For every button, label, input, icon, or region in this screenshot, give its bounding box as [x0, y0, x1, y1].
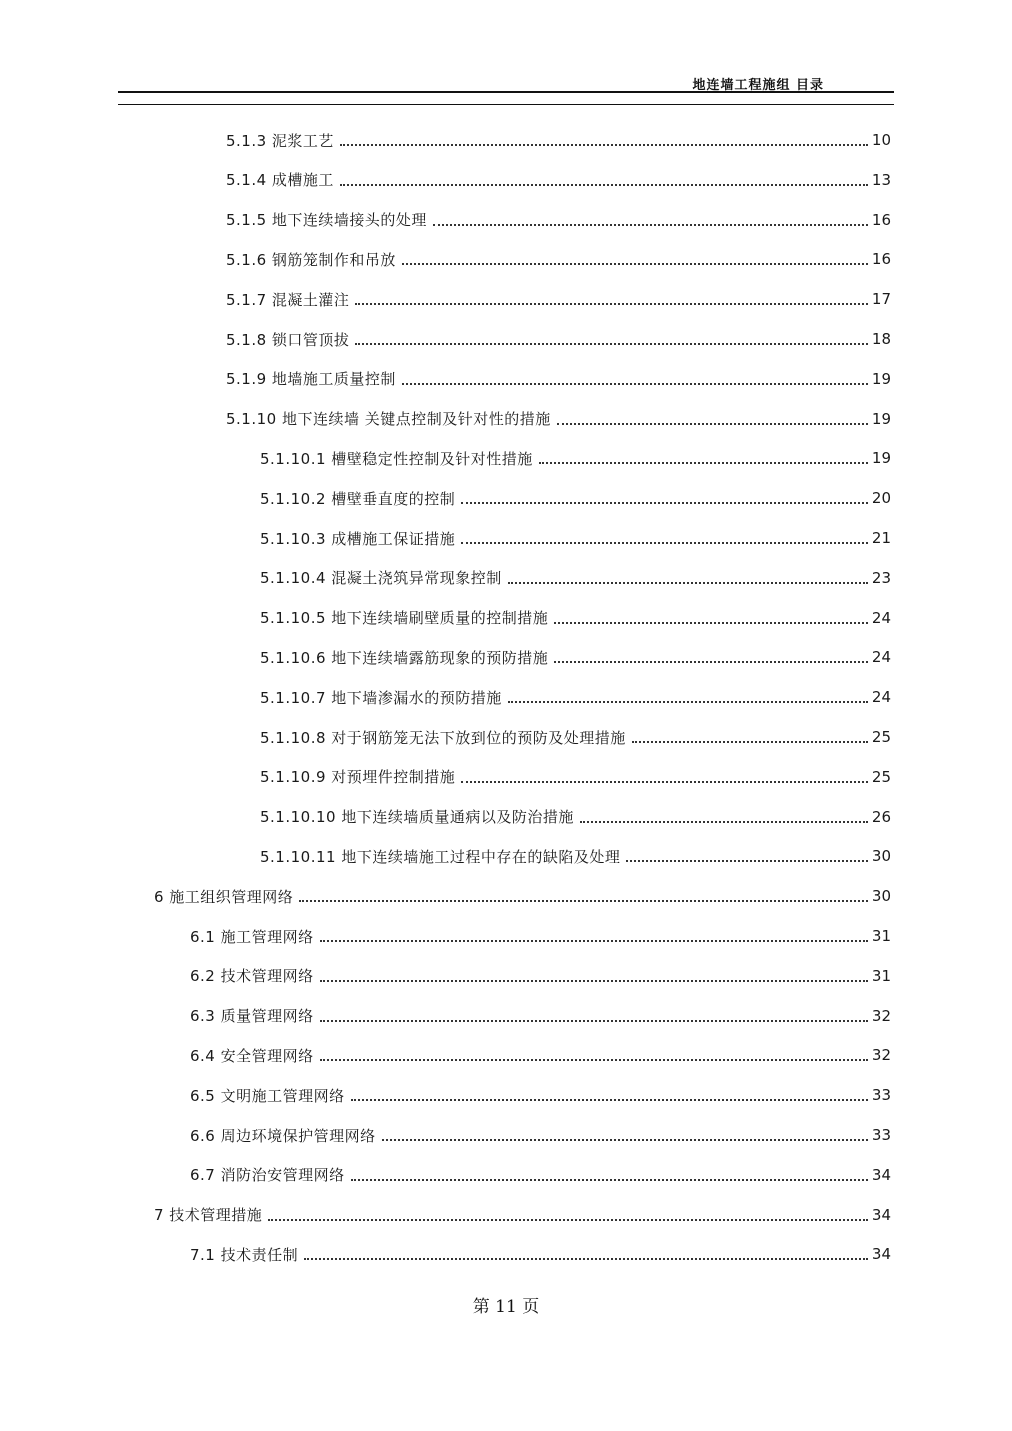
toc-dot-leader [461, 781, 868, 783]
toc-entry[interactable] [260, 478, 891, 518]
toc-entry-label: 6.7 消防治安管理网络 [190, 1166, 345, 1185]
toc-entry-label: 6 施工组织管理网络 [154, 887, 294, 906]
toc-dot-leader [461, 502, 868, 504]
header-rule-thin [118, 104, 894, 105]
toc-entry[interactable] [260, 558, 891, 598]
toc-entry-page: 19 [871, 369, 891, 388]
toc-entry-page: 34 [871, 1165, 891, 1184]
toc-entry[interactable] [260, 757, 891, 797]
header-title: 地连墙工程施组 目录 [692, 78, 824, 93]
toc-entry-page: 20 [871, 489, 891, 508]
toc-dot-leader [508, 701, 868, 703]
toc-entry-label: 5.1.10.4 混凝土浇筑异常现象控制 [260, 569, 502, 588]
toc-entry-page: 18 [871, 330, 891, 348]
toc-entry-page: 33 [871, 1086, 891, 1105]
page-number: 第 11 页 [472, 1297, 540, 1317]
toc-entry[interactable] [226, 200, 891, 240]
toc-entry-label: 5.1.6 钢筋笼制作和吊放 [226, 250, 396, 269]
toc-entry-page: 19 [871, 449, 891, 468]
header-rule-thick [118, 91, 894, 93]
toc-dot-leader [351, 1179, 868, 1181]
toc-entry-label: 5.1.10.6 地下连续墙露筋现象的预防措施 [260, 648, 549, 667]
toc-entry[interactable] [260, 797, 891, 837]
toc-entry[interactable] [226, 239, 891, 279]
toc-dot-leader [632, 741, 868, 743]
toc-entry-page: 21 [871, 529, 891, 547]
toc-entry-label: 5.1.8 锁口管顶拔 [226, 330, 350, 349]
toc-entry[interactable] [226, 359, 891, 399]
toc-entry[interactable] [226, 120, 891, 160]
toc-dot-leader [299, 900, 868, 902]
toc-entry[interactable] [260, 598, 891, 638]
toc-entry[interactable] [260, 677, 891, 717]
toc-entry[interactable] [260, 836, 891, 876]
toc-entry-page: 25 [871, 728, 891, 746]
toc-dot-leader [554, 622, 868, 624]
toc-entry-page: 24 [871, 648, 891, 667]
toc-dot-leader [433, 224, 868, 226]
toc-entry-label: 7 技术管理措施 [154, 1206, 263, 1225]
toc-entry-label: 6.3 质量管理网络 [190, 1007, 314, 1026]
toc-entry-page: 24 [871, 608, 891, 627]
toc-entry[interactable] [154, 1195, 891, 1235]
toc-dot-leader [554, 661, 868, 663]
toc-dot-leader [508, 582, 868, 584]
toc-entry-label: 6.6 周边环境保护管理网络 [190, 1126, 376, 1145]
toc-entry[interactable] [190, 1115, 891, 1155]
toc-entry-page: 30 [871, 887, 891, 906]
toc-entry-page: 24 [871, 688, 891, 707]
toc-dot-leader [382, 1139, 868, 1141]
toc-entry[interactable] [190, 1075, 891, 1115]
toc-entry[interactable] [260, 438, 891, 478]
toc-entry-page: 34 [871, 1205, 891, 1224]
toc-entry-label: 5.1.10 地下连续墙 关键点控制及针对性的措施 [226, 410, 551, 429]
toc-dot-leader [402, 263, 868, 265]
toc-dot-leader [320, 1059, 868, 1061]
toc-entry[interactable] [260, 518, 891, 558]
toc-entry-label: 5.1.10.3 成槽施工保证措施 [260, 529, 456, 548]
toc-entry[interactable] [190, 916, 891, 956]
toc-entry-label: 5.1.10.9 对预埋件控制措施 [260, 768, 456, 787]
toc-dot-leader [340, 144, 868, 146]
toc-entry-page: 31 [871, 927, 891, 945]
toc-entry[interactable] [260, 717, 891, 757]
toc-entry-page: 31 [871, 966, 891, 985]
toc-entry-page: 25 [871, 767, 891, 786]
toc-entry[interactable] [226, 319, 891, 359]
toc-entry-label: 5.1.5 地下连续墙接头的处理 [226, 211, 427, 230]
toc-entry-page: 33 [871, 1126, 891, 1144]
toc-dot-leader [351, 1099, 868, 1101]
toc-entry-page: 17 [871, 290, 891, 309]
toc-entry-label: 5.1.4 成槽施工 [226, 171, 334, 190]
toc-dot-leader [557, 423, 868, 425]
toc-entry-label: 5.1.10.2 槽壁垂直度的控制 [260, 489, 456, 508]
toc-entry-label: 5.1.10.5 地下连续墙刷壁质量的控制措施 [260, 609, 549, 628]
toc-entry[interactable] [226, 399, 891, 439]
toc-entry-page: 23 [871, 568, 891, 587]
toc-dot-leader [355, 303, 867, 305]
toc-entry-page: 10 [871, 131, 891, 149]
toc-entry[interactable] [190, 1035, 891, 1075]
toc-entry-label: 6.5 文明施工管理网络 [190, 1086, 345, 1105]
toc-entry-label: 6.4 安全管理网络 [190, 1046, 314, 1065]
toc-entry[interactable] [190, 996, 891, 1036]
toc-dot-leader [539, 462, 868, 464]
toc-entry-label: 5.1.10.8 对于钢筋笼无法下放到位的预防及处理措施 [260, 728, 626, 747]
toc-entry-label: 5.1.10.1 槽壁稳定性控制及针对性措施 [260, 449, 533, 468]
toc-dot-leader [402, 383, 868, 385]
toc-entry-page: 19 [871, 409, 891, 428]
toc-entry[interactable] [190, 1234, 891, 1274]
toc-entry-page: 32 [871, 1046, 891, 1065]
toc-entry-label: 5.1.10.11 地下连续墙施工过程中存在的缺陷及处理 [260, 847, 621, 866]
toc-dot-leader [340, 184, 868, 186]
toc-entry[interactable] [190, 956, 891, 996]
toc-entry-page: 13 [871, 170, 891, 189]
toc-dot-leader [626, 860, 868, 862]
toc-dot-leader [580, 821, 868, 823]
toc-dot-leader [320, 980, 868, 982]
toc-entry[interactable] [190, 1155, 891, 1195]
toc-entry-page: 32 [871, 1006, 891, 1025]
toc-entry-label: 5.1.10.7 地下墙渗漏水的预防措施 [260, 688, 502, 707]
toc-entry-page: 16 [871, 250, 891, 269]
toc-dot-leader [320, 1020, 868, 1022]
toc-entry-label: 6.1 施工管理网络 [190, 927, 314, 946]
toc-dot-leader [304, 1258, 868, 1260]
toc-dot-leader [320, 940, 868, 942]
toc-entry-label: 5.1.9 地墙施工质量控制 [226, 370, 396, 389]
toc-entry[interactable] [154, 876, 891, 916]
toc-entry-label: 5.1.10.10 地下连续墙质量通病以及防治措施 [260, 808, 574, 827]
toc-dot-leader [355, 343, 867, 345]
toc-entry-label: 7.1 技术责任制 [190, 1245, 299, 1264]
toc-entry-page: 30 [871, 847, 891, 866]
toc-entry[interactable] [226, 279, 891, 319]
toc-entry-page: 16 [871, 210, 891, 229]
toc-entry-label: 5.1.7 混凝土灌注 [226, 290, 350, 309]
toc-entry[interactable] [260, 637, 891, 677]
toc-dot-leader [268, 1219, 868, 1221]
toc-dot-leader [461, 542, 868, 544]
toc-entry-label: 5.1.3 泥浆工艺 [226, 131, 334, 150]
toc-entry-label: 6.2 技术管理网络 [190, 967, 314, 986]
toc-entry[interactable] [226, 160, 891, 200]
toc-entry-page: 34 [871, 1245, 891, 1264]
toc-entry-page: 26 [871, 807, 891, 826]
